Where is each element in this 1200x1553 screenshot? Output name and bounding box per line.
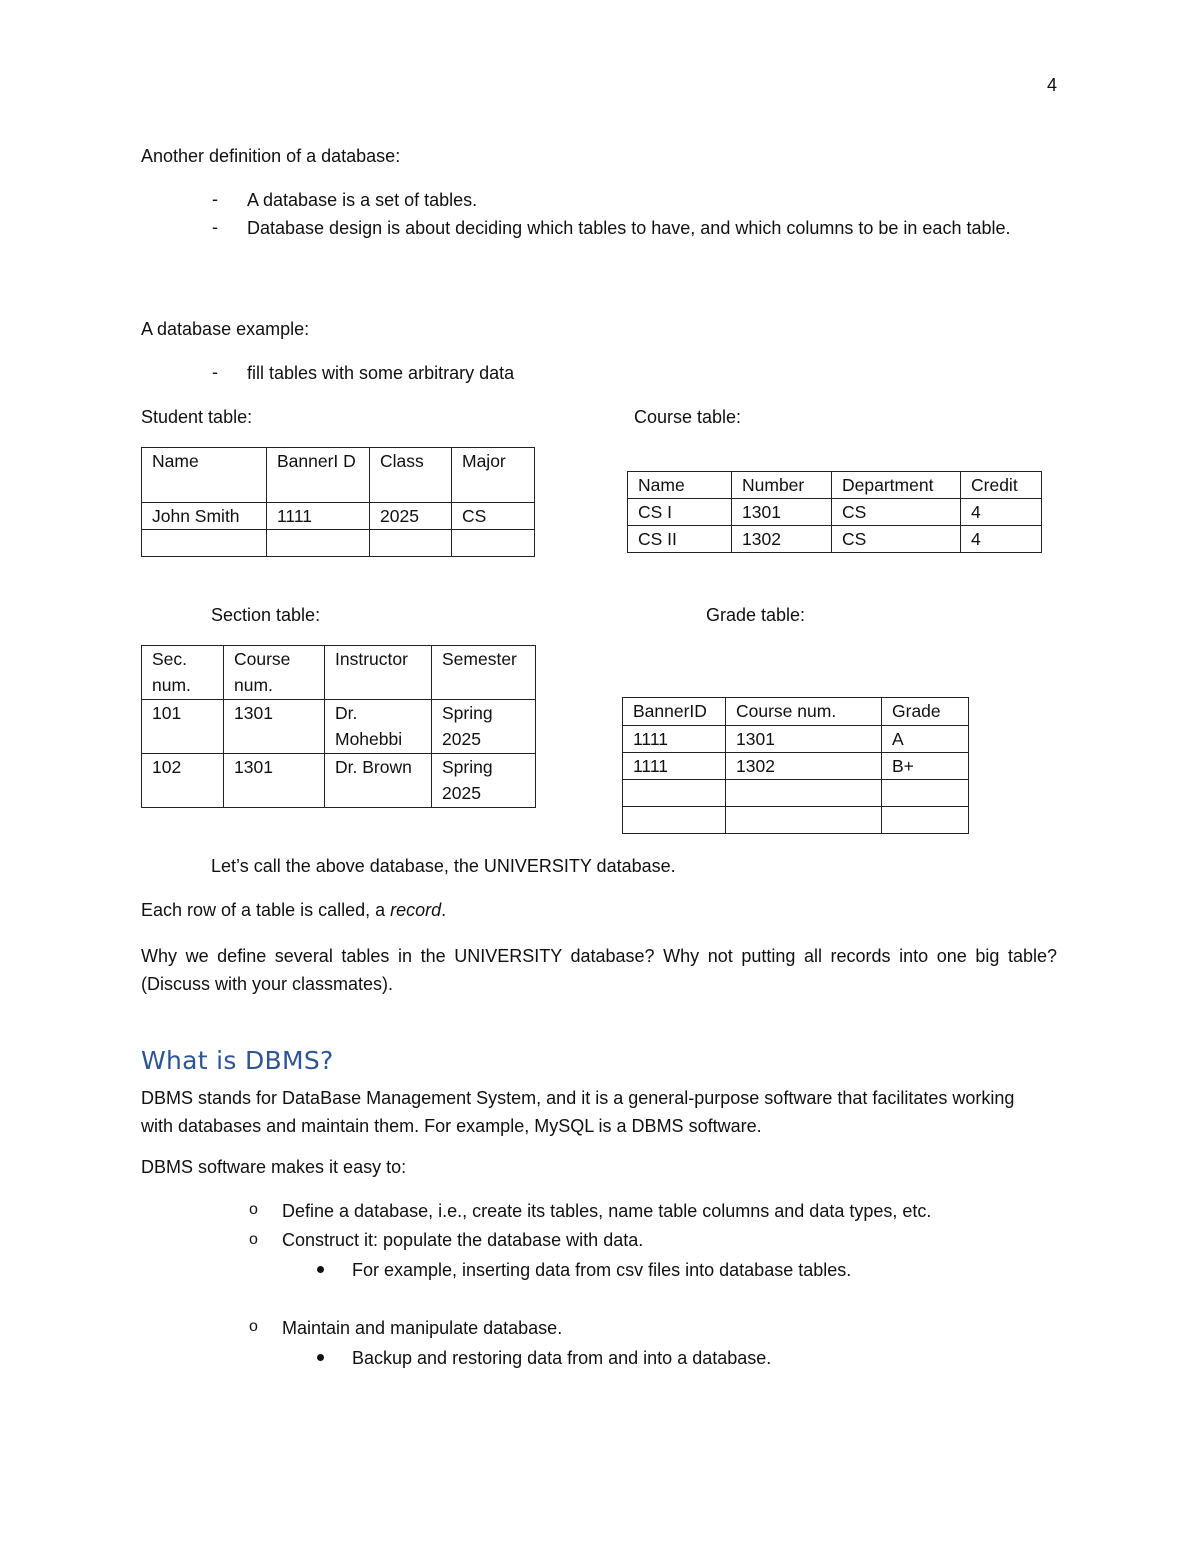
list-marker: o	[249, 1201, 258, 1218]
section-table	[141, 645, 536, 808]
table-cell: 1111	[267, 503, 370, 530]
record-line	[141, 899, 446, 921]
course-table	[627, 471, 1042, 553]
dbms-item-construct: Construct it: populate the database with data.	[282, 1230, 644, 1250]
dbms-paragraph: DBMS stands for DataBase Management System, and it is a general-purpose software that facilitates working with databases and maintain them. For example, MySQL is a DBMS software.	[141, 1088, 1015, 1136]
table-header-cell: Number	[732, 472, 832, 499]
intro-heading: Another definition of a database:	[141, 146, 401, 166]
table-cell	[726, 807, 882, 834]
table-header-cell: BannerI D	[267, 448, 370, 503]
table-cell: 1301	[224, 700, 325, 754]
table-cell: John Smith	[142, 503, 267, 530]
table-cell: 1302	[726, 753, 882, 780]
table-header-cell: BannerID	[623, 698, 726, 726]
record-line-prefix: Each row of a table is called, a	[141, 900, 391, 920]
dbms-item-maintain: Maintain and manipulate database.	[282, 1318, 563, 1338]
table-header-cell: Name	[628, 472, 732, 499]
record-term: record	[390, 900, 442, 920]
grade-table-caption: Grade table:	[706, 605, 806, 625]
table-cell: 1111	[623, 726, 726, 753]
dash-marker: -	[212, 362, 218, 382]
student-table-caption: Student table:	[141, 407, 253, 427]
dash-marker: -	[212, 217, 218, 237]
table-cell	[623, 780, 726, 807]
table-cell: 1111	[623, 753, 726, 780]
table-cell	[452, 530, 535, 557]
table-cell: 102	[142, 754, 224, 808]
table-cell	[726, 780, 882, 807]
table-header-cell: Instructor	[325, 646, 432, 700]
table-cell: Spring 2025	[432, 754, 536, 808]
table-header-cell: Semester	[432, 646, 536, 700]
table-cell: 4	[961, 499, 1042, 526]
dbms-subitem-csv: For example, inserting data from csv files into database tables.	[352, 1260, 852, 1280]
grade-table	[622, 697, 969, 834]
table-header-cell: Class	[370, 448, 452, 503]
record-line-suffix: .	[441, 900, 447, 920]
dash-marker: -	[212, 189, 218, 209]
example-bullet: fill tables with some arbitrary data	[247, 363, 515, 383]
table-cell: 1301	[726, 726, 882, 753]
section-table-caption: Section table:	[211, 605, 321, 625]
table-cell: 1301	[224, 754, 325, 808]
table-header-cell: Name	[142, 448, 267, 503]
table-cell	[370, 530, 452, 557]
table-header-cell: Major	[452, 448, 535, 503]
page-number: 4	[1047, 75, 1058, 95]
course-table-caption: Course table:	[634, 407, 742, 427]
example-heading: A database example:	[141, 319, 310, 339]
table-cell: Dr. Brown	[325, 754, 432, 808]
table-cell: CS	[832, 526, 961, 553]
dbms-subitem-backup: Backup and restoring data from and into a database.	[352, 1348, 772, 1368]
student-table	[141, 447, 535, 557]
list-marker: o	[249, 1318, 258, 1335]
table-cell	[623, 807, 726, 834]
table-cell: 1302	[732, 526, 832, 553]
bullet-dot	[317, 1354, 324, 1361]
table-cell: 1301	[732, 499, 832, 526]
table-cell: Spring 2025	[432, 700, 536, 754]
intro-bullet-2: Database design is about deciding which tables to have, and which columns to be in each table.	[247, 218, 1011, 238]
table-cell: CS I	[628, 499, 732, 526]
bullet-dot	[317, 1266, 324, 1273]
table-cell: Dr. Mohebbi	[325, 700, 432, 754]
table-cell: A	[882, 726, 969, 753]
dbms-lead: DBMS software makes it easy to:	[141, 1157, 407, 1177]
table-cell: 101	[142, 700, 224, 754]
list-marker: o	[249, 1231, 258, 1248]
table-cell	[267, 530, 370, 557]
dbms-item-define: Define a database, i.e., create its tables, name table columns and data types, etc.	[282, 1201, 932, 1221]
table-header-cell: Course num.	[726, 698, 882, 726]
table-header-cell: Course num.	[224, 646, 325, 700]
table-cell	[142, 530, 267, 557]
table-cell	[882, 780, 969, 807]
table-cell	[882, 807, 969, 834]
table-header-cell: Sec. num.	[142, 646, 224, 700]
section-heading: What is DBMS?	[141, 1046, 334, 1075]
table-cell: CS	[452, 503, 535, 530]
table-header-cell: Department	[832, 472, 961, 499]
table-cell: 2025	[370, 503, 452, 530]
table-header-cell: Credit	[961, 472, 1042, 499]
table-header-cell: Grade	[882, 698, 969, 726]
table-cell: CS II	[628, 526, 732, 553]
university-line: Let’s call the above database, the UNIVERSITY database.	[211, 856, 676, 876]
table-cell: 4	[961, 526, 1042, 553]
table-cell: B+	[882, 753, 969, 780]
table-cell: CS	[832, 499, 961, 526]
question-paragraph: Why we define several tables in the UNIVERSITY database? Why not putting all records into one big table? (Discuss with your classmates).	[141, 946, 1057, 994]
intro-bullet-1: A database is a set of tables.	[247, 190, 478, 210]
